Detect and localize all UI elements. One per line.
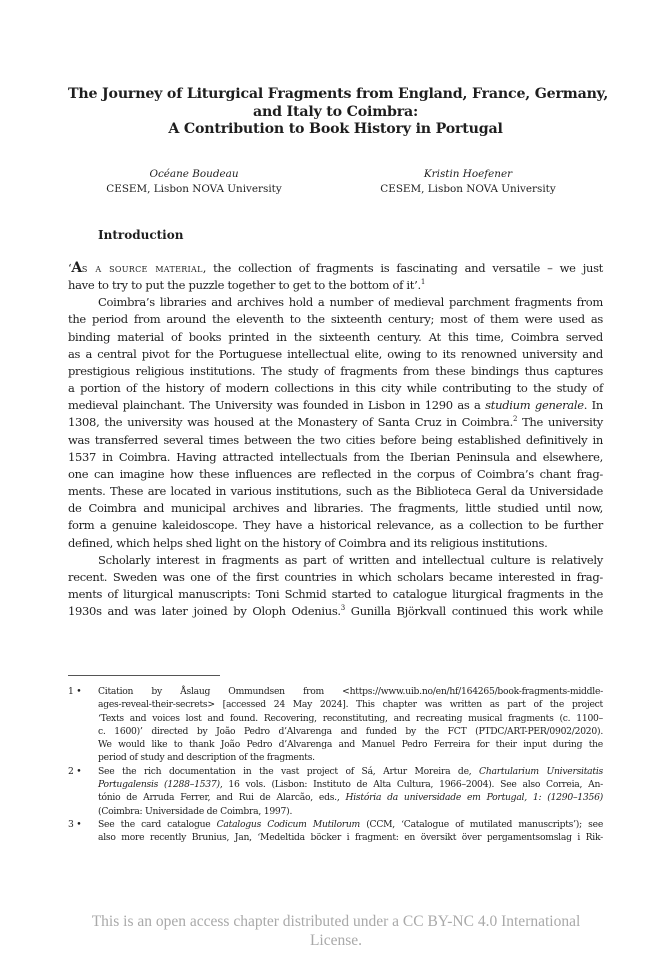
small-caps-opening: s a source material	[81, 261, 203, 275]
text-line	[98, 765, 603, 778]
text-line: de Coimbra and municipal archives and libraries. The fragments, little studied until now,	[68, 501, 603, 516]
text-line: Scholarly interest in fragments as part of written and intellectual culture is relatively	[98, 552, 603, 567]
author-block-2	[348, 167, 588, 196]
paragraph-2	[68, 294, 603, 551]
author-block-1	[74, 167, 314, 196]
text-run: 1930s and was later joined by Oloph Odenius.	[68, 604, 341, 619]
footnote-ref[interactable]: 3	[340, 604, 345, 613]
footnotes	[68, 685, 603, 845]
text-line	[68, 603, 603, 620]
italic-title: Chartularium Universitatis	[479, 765, 604, 777]
text-line: one can imagine how these influences are reflected in the corpus of Coimbra’s chant frag-	[68, 466, 603, 481]
text-line: form a genuine kaleidoscope. They have a historical relevance, as a collection to be further	[68, 518, 603, 533]
text-run: Gunilla Björkvall continued this work while	[344, 604, 603, 619]
text-run: have to try to put the puzzle together to get to the bottom of it’.	[68, 278, 421, 293]
author-name: Kristin Hoefener	[423, 168, 513, 180]
italic-title: Catalogus Codicum Mutilorum	[216, 818, 361, 830]
italic-term: studium generale	[485, 398, 584, 413]
text-run: The university	[517, 415, 603, 430]
text-line: as a central pivot for the Portuguese intellectual elite, owing to its renowned university and	[68, 346, 603, 361]
body-text	[68, 260, 603, 620]
text-line: recent. Sweden was one of the first countries in which scholars became interested in frag-	[68, 569, 603, 584]
text-run: tónio de Arruda Ferrer, and Rui de Alarcão, eds.,	[98, 792, 346, 804]
paragraph-3	[68, 552, 603, 621]
footnote-ref[interactable]: 2	[512, 415, 518, 424]
footnote-2	[68, 765, 603, 818]
text-line: binding material of books printed in the sixteenth century. At this time, Coimbra served	[68, 329, 603, 344]
text-line	[68, 260, 603, 277]
text-run: 1308, the university was housed at the Monastery of Santa Cruz in Coimbra.	[68, 415, 513, 430]
text-line: (Coimbra: Universidade de Coimbra, 1997).	[98, 805, 293, 817]
author-name: Océane Boudeau	[149, 168, 239, 180]
author-affiliation: CESEM, Lisbon NOVA University	[380, 182, 556, 195]
text-line: ments. These are located in various institutions, such as the Biblioteca Geral da Universidade	[68, 484, 603, 499]
text-line: prestigious religious institutions. The study of fragments from these bindings thus captures	[68, 363, 603, 378]
text-line	[98, 818, 603, 831]
italic-title: História da universidade em Portugal, 1: (1290–1356)	[345, 792, 604, 804]
license-notice	[0, 912, 672, 950]
initial-letter: A	[71, 260, 82, 276]
chapter-title	[68, 86, 609, 139]
footnote-number: 1 •	[68, 686, 82, 697]
text-line	[68, 414, 603, 431]
text-line: also more recently Brunius, Jan, ‘Medeltida böcker i fragment: en översikt över pergamentsomslag i Rik-	[98, 832, 603, 844]
section-heading: Introduction	[98, 228, 184, 242]
footnote-number: 3 •	[68, 818, 82, 830]
text-run: , 16 vols. (Lisbon: Instituto de Alta Cultura, 1966–2004). See also Correia, An-	[219, 779, 603, 791]
text-line	[68, 277, 603, 294]
text-run: . In	[583, 398, 603, 413]
footnote-1	[68, 685, 603, 765]
text-line: Coimbra’s libraries and archives hold a number of medieval parchment fragments from	[98, 295, 603, 310]
text-line: the period from around the eleventh to the sixteenth century; most of them were used as	[68, 312, 603, 327]
title-line-1: The Journey of Liturgical Fragments from England, France, Germany,	[68, 86, 609, 102]
author-affiliation: CESEM, Lisbon NOVA University	[106, 182, 282, 195]
footnote-divider	[68, 675, 220, 676]
license-line-1: This is an open access chapter distributed under a CC BY-NC 4.0 International	[91, 913, 581, 930]
text-line: period of study and description of the fragments.	[98, 752, 315, 764]
text-line: Citation by Åslaug Ommundsen from <https://www.uib.no/en/hf/164265/book-fragments-middle-	[98, 686, 603, 697]
paragraph-1	[68, 260, 603, 294]
text-line: 1537 in Coimbra. Having attracted intellectuals from the Iberian Peninsula and elsewhere,	[68, 449, 603, 464]
text-line	[68, 397, 603, 414]
title-line-3: A Contribution to Book History in Portugal	[168, 121, 503, 137]
open-quote: ‘	[68, 261, 72, 275]
text-run: See the rich documentation in the vast project of Sá, Artur Moreira de,	[98, 765, 480, 777]
footnote-3	[68, 818, 603, 845]
italic-title: Portugalensis (1288–1537)	[98, 779, 220, 791]
text-line: c. 1600)’ directed by João Pedro d’Alvarenga and funded by the FCT (PTDC/ART-PER/0902/2020).	[98, 725, 603, 737]
text-line: We would like to thank João Pedro d’Alvarenga and Manuel Pedro Ferreira for their input during the	[98, 739, 603, 751]
text-line: a portion of the history of modern collections in this city while contributing to the study of	[68, 381, 603, 396]
text-line: ‘Texts and voices lost and found. Recovering, reconstituting, and recreating musical fragments (c. 1100–	[98, 712, 603, 724]
text-line: ments of liturgical manuscripts: Toni Schmid started to catalogue liturgical fragments in the	[68, 586, 603, 601]
license-line-2: License.	[309, 932, 363, 949]
text-line: was transferred several times between the two cities before being established definitively in	[68, 432, 603, 447]
text-run: medieval plainchant. The University was founded in Lisbon in 1290 as a	[68, 398, 486, 413]
text-line	[98, 778, 603, 791]
footnote-number: 2 •	[68, 765, 82, 777]
footnote-ref[interactable]: 1	[420, 278, 425, 287]
text-run: (CCM, ‘Catalogue of mutilated manuscripts’); see	[360, 818, 604, 830]
title-line-2: and Italy to Coimbra:	[252, 103, 419, 120]
text-line: defined, which helps shed light on the history of Coimbra and its religious institutions.	[68, 535, 548, 550]
text-line: ages-reveal-their-secrets> [accessed 24 May 2024]. This chapter was written as part of the project	[98, 699, 603, 711]
text-line	[98, 791, 603, 804]
text-run: See the card catalogue	[98, 818, 217, 830]
text-run: , the collection of fragments is fascinating and versatile – we just	[202, 261, 604, 275]
